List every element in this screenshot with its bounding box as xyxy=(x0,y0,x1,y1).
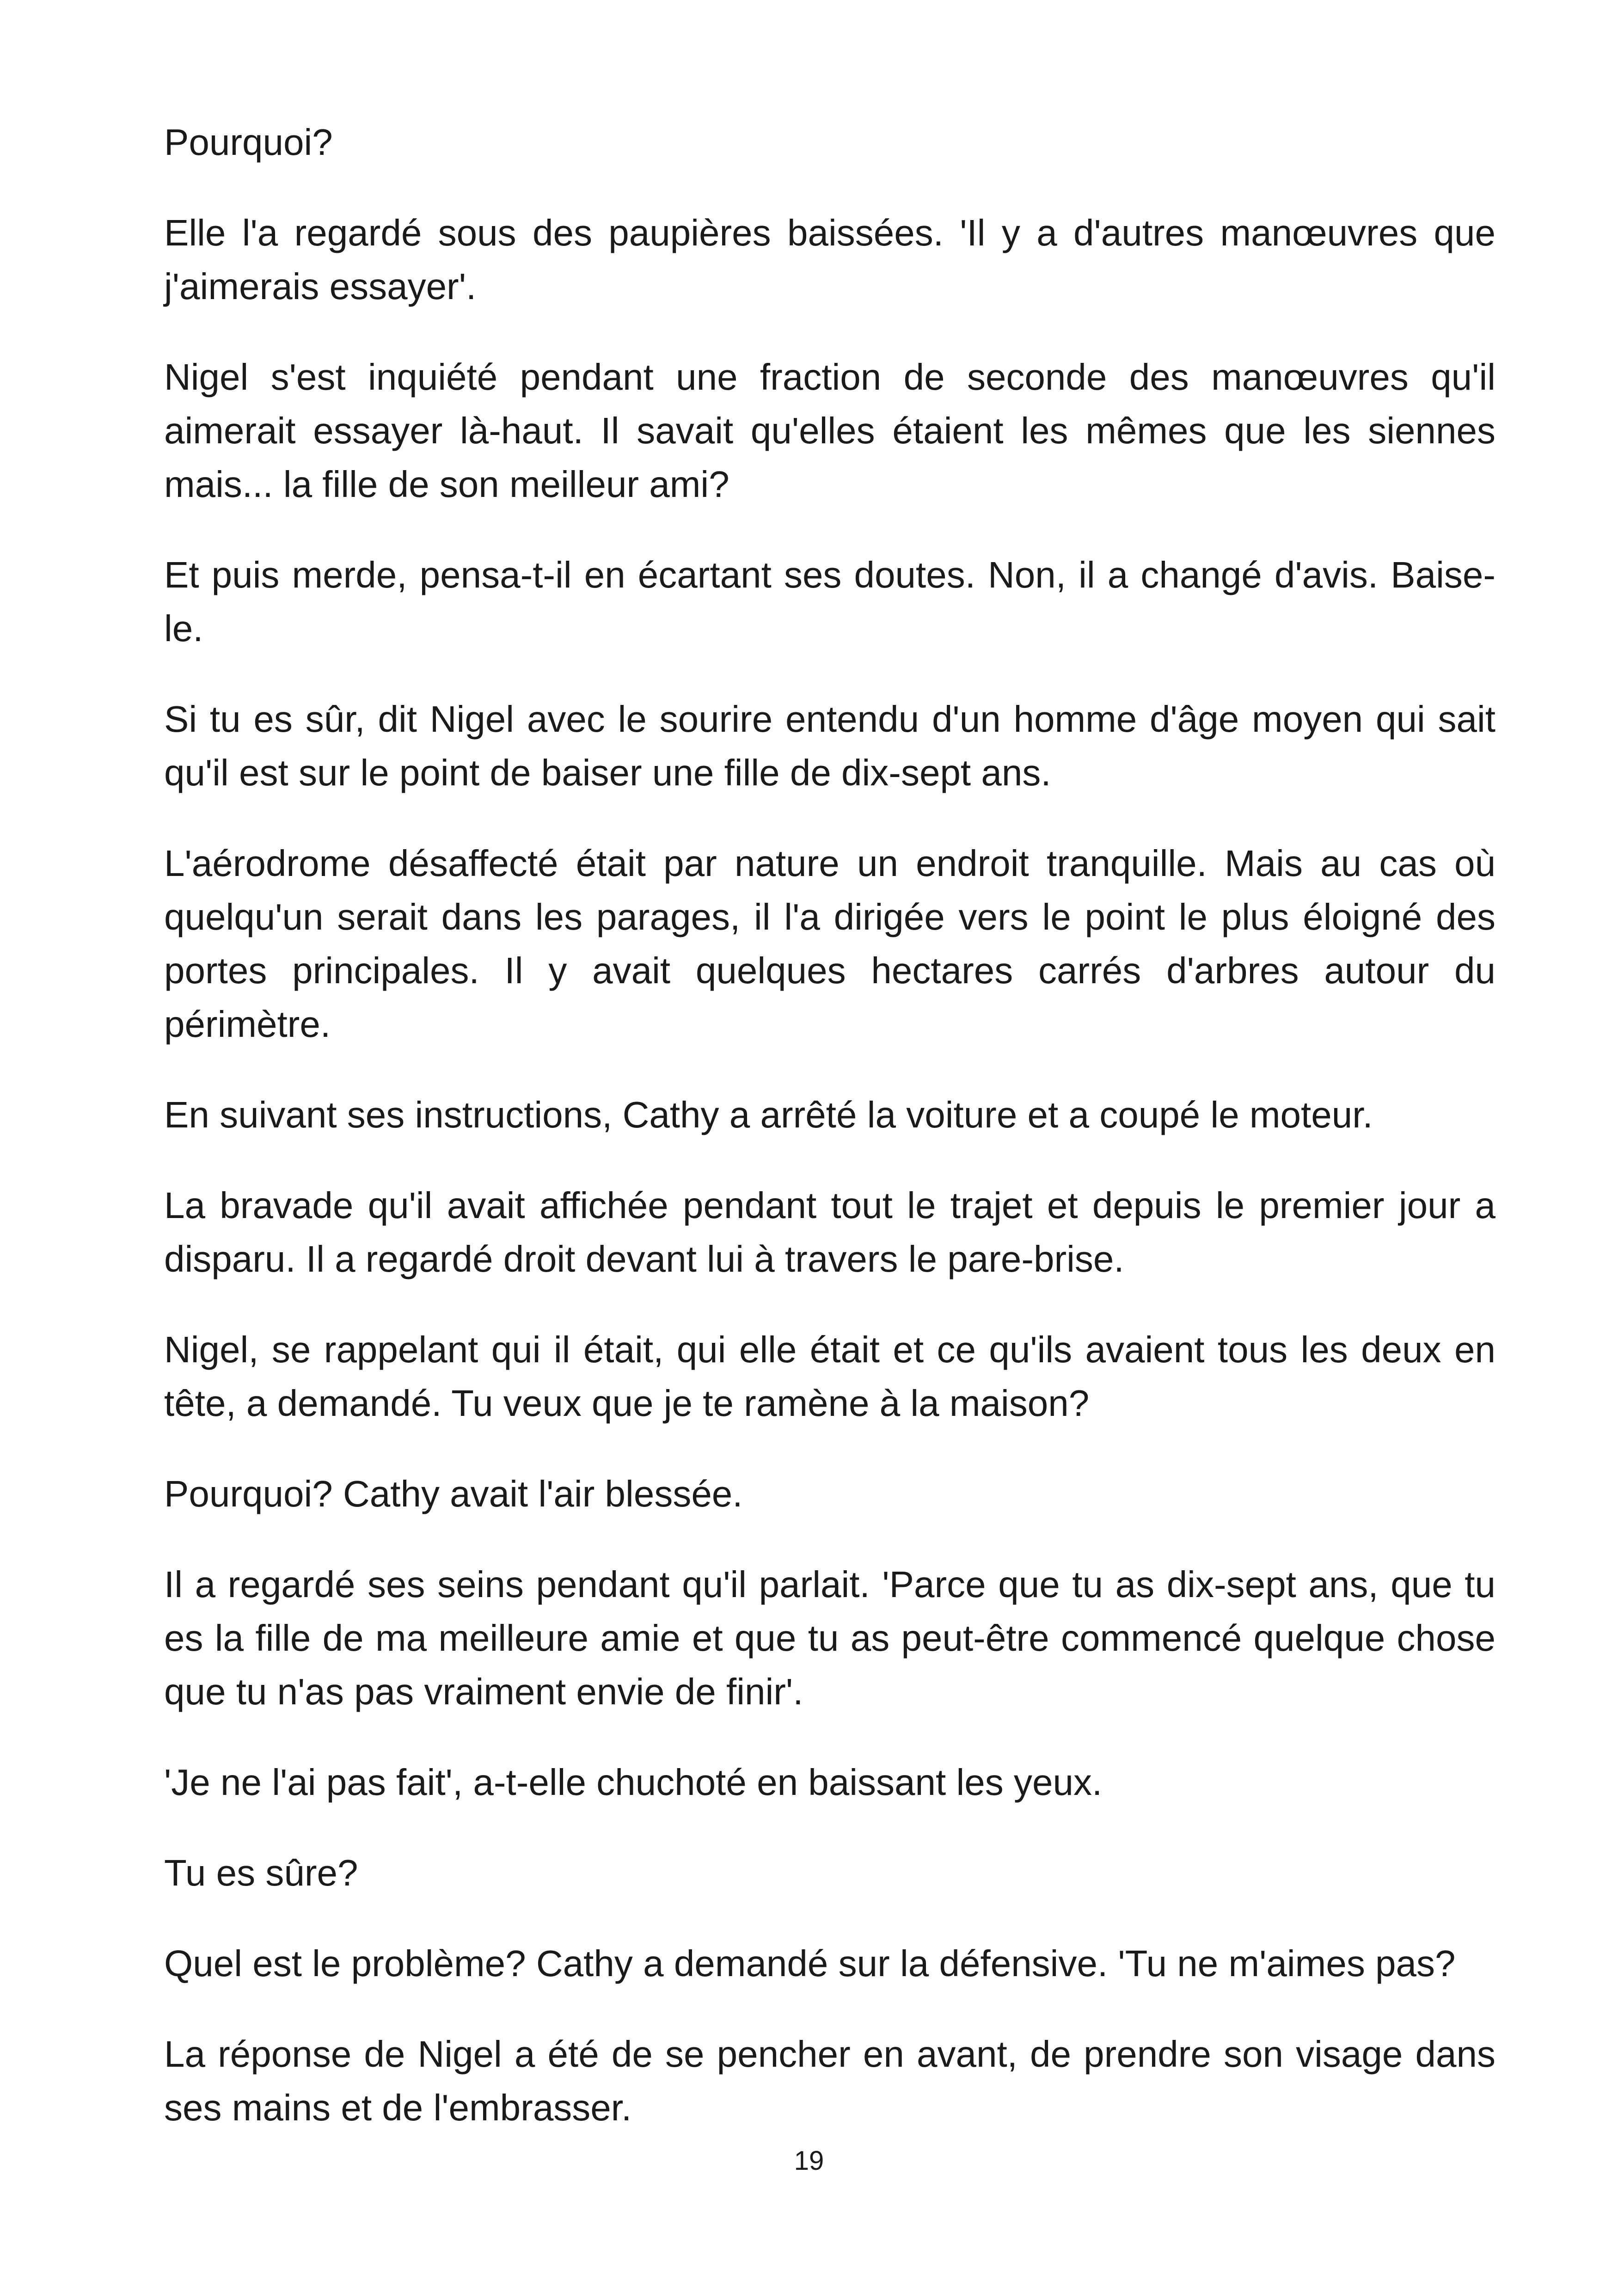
paragraph: Nigel, se rappelant qui il était, qui elle était et ce qu'ils avaient tous les deux en tête, a demandé. Tu veux que je te ramène à la maison? xyxy=(164,1329,1495,1424)
paragraph: Quel est le problème? Cathy a demandé sur la défensive. 'Tu ne m'aimes pas? xyxy=(164,1943,1456,1984)
paragraph: 'Je ne l'ai pas fait', a-t-elle chuchoté en baissant les yeux. xyxy=(164,1762,1103,1803)
paragraph: La bravade qu'il avait affichée pendant tout le trajet et depuis le premier jour a disparu. Il a regardé droit devant lui à travers le pare-brise. xyxy=(164,1185,1495,1280)
paragraph: La réponse de Nigel a été de se pencher en avant, de prendre son visage dans ses mains et de l'embrasser. xyxy=(164,2033,1495,2128)
paragraph: Nigel s'est inquiété pendant une fraction de seconde des manœuvres qu'il aimerait essayer là-haut. Il savait qu'elles étaient les mêmes que les siennes mais... la fille de son meilleur ami? xyxy=(164,356,1495,505)
paragraph: En suivant ses instructions, Cathy a arrêté la voiture et a coupé le moteur. xyxy=(164,1094,1373,1135)
body-text xyxy=(164,116,1495,2172)
paragraph: Tu es sûre? xyxy=(164,1852,358,1893)
paragraph: Il a regardé ses seins pendant qu'il parlait. 'Parce que tu as dix-sept ans, que tu es la fille de ma meilleure amie et que tu as peut-être commencé quelque chose que tu n'as pas vraiment envie de finir'. xyxy=(164,1564,1495,1712)
paragraph: Pourquoi? xyxy=(164,122,333,163)
paragraph: Et puis merde, pensa-t-il en écartant ses doutes. Non, il a changé d'avis. Baise-le. xyxy=(164,554,1495,649)
paragraph: Si tu es sûr, dit Nigel avec le sourire entendu d'un homme d'âge moyen qui sait qu'il est sur le point de baiser une fille de dix-sept ans. xyxy=(164,698,1495,793)
paragraph: Pourquoi? Cathy avait l'air blessée. xyxy=(164,1473,743,1514)
page-number: 19 xyxy=(794,2146,824,2176)
paragraph: Elle l'a regardé sous des paupières baissées. 'Il y a d'autres manœuvres que j'aimerais essayer'. xyxy=(164,212,1495,307)
paragraph: L'aérodrome désaffecté était par nature un endroit tranquille. Mais au cas où quelqu'un serait dans les parages, il l'a dirigée vers le point le plus éloigné des portes principales. Il y avait quelques hectares carrés d'arbres autour du périmètre. xyxy=(164,843,1495,1045)
